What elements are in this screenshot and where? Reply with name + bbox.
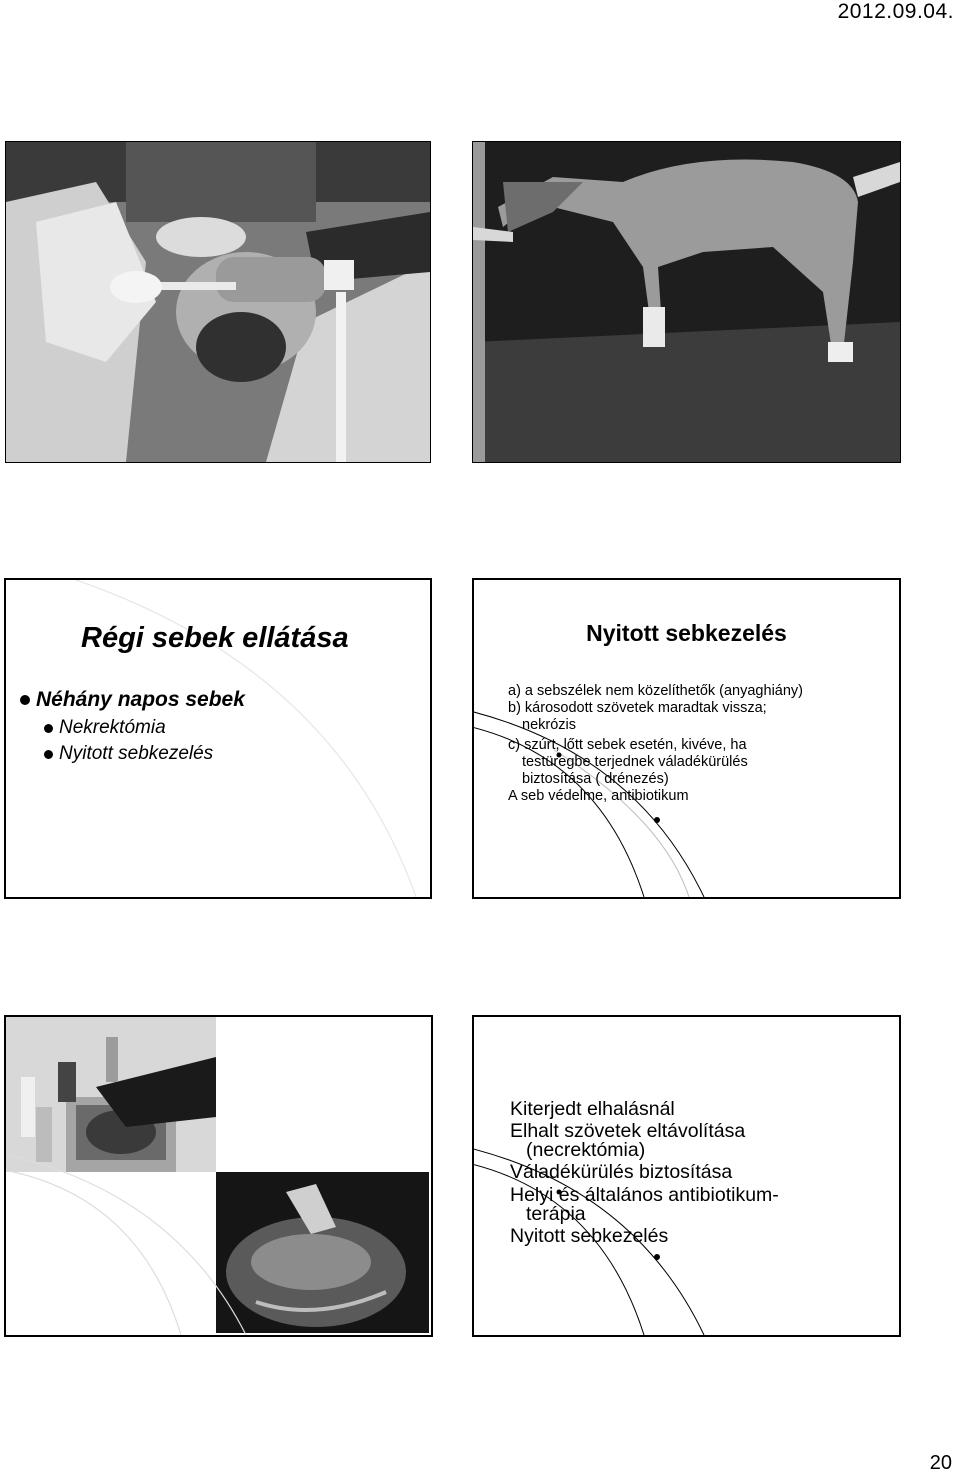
slide-line: b) károsodott szövetek maradtak vissza; — [508, 700, 767, 716]
print-date: 2012.09.04. — [837, 0, 954, 23]
slide-line: Elhalt szövetek eltávolítása — [510, 1120, 746, 1142]
bullet-item — [20, 688, 245, 712]
subbullet-item — [44, 743, 213, 765]
slide-line: A seb védelme, antibiotikum — [508, 788, 689, 804]
horse-image — [473, 142, 900, 462]
slide-line: Váladékürülés biztosítása — [510, 1161, 733, 1183]
slide-line: Helyi és általános antibiotikum- — [510, 1184, 779, 1206]
bullet-text: Néhány napos sebek — [36, 688, 245, 711]
photo-surgery — [5, 141, 431, 463]
slide-line: nekrózis — [522, 717, 576, 733]
bullet-dot-icon — [20, 695, 30, 705]
slide-line: Kiterjedt elhalásnál — [510, 1098, 675, 1120]
subbullet-text: Nekrektómia — [59, 717, 166, 738]
photo-horse — [472, 141, 901, 463]
slide-line: Nyitott sebkezelés — [510, 1225, 669, 1247]
slide-line: testüregbe terjednek váladékürülés — [522, 754, 748, 770]
slide-nyitott-sebkezeles — [472, 578, 901, 899]
bullet-dot-icon — [44, 750, 53, 759]
slide-line: a) a sebszélek nem közelíthetők (anyaghiány) — [508, 683, 803, 699]
page-number: 20 — [929, 1452, 952, 1474]
slide-line: terápia — [526, 1203, 586, 1225]
slide-decoration — [6, 1017, 431, 1335]
subbullet-item — [44, 717, 166, 739]
slide-line: biztosítása ( drénezés) — [522, 771, 669, 787]
slide-line: (necrektómia) — [526, 1139, 646, 1161]
slide-title: Régi sebek ellátása — [81, 622, 349, 654]
slide-photo-collage — [4, 1015, 433, 1337]
slide-regi-sebek — [4, 578, 432, 899]
slide-line: c) szúrt, lőtt sebek esetén, kivéve, ha — [508, 737, 747, 753]
subbullet-text: Nyitott sebkezelés — [59, 743, 214, 764]
slide-title: Nyitott sebkezelés — [586, 620, 787, 646]
surgery-image — [6, 142, 430, 462]
slide-kiterjedt-elhalas — [472, 1015, 901, 1337]
bullet-dot-icon — [44, 724, 53, 733]
